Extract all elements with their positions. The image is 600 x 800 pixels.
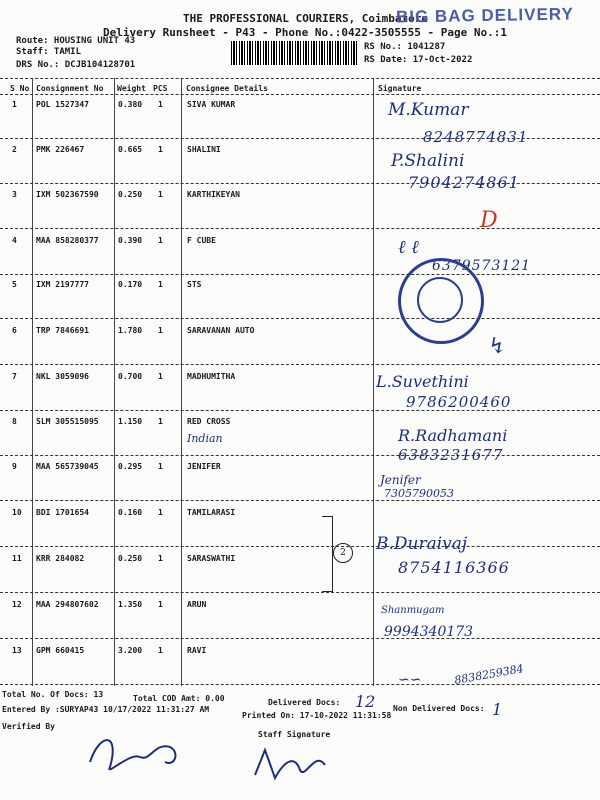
row-consignment-no: SLM 305515095	[36, 417, 99, 426]
staff-label: Staff: TAMIL	[16, 47, 82, 57]
row-sno: 11	[12, 554, 22, 563]
delivered-docs-label: Delivered Docs:	[268, 698, 341, 707]
total-cod: Total COD Amt: 0.00	[133, 694, 225, 703]
row-weight: 1.780	[118, 326, 143, 335]
circled-mark: 2	[333, 543, 353, 563]
row-weight: 0.295	[118, 462, 143, 471]
row-weight: 0.700	[118, 372, 143, 381]
staff-signature	[250, 740, 340, 790]
row-consignment-no: MAA 858280377	[36, 236, 99, 245]
rs-number: RS No.: 1041287	[364, 42, 446, 52]
row-separator	[0, 638, 600, 639]
row-separator	[0, 318, 600, 319]
row-sno: 13	[12, 646, 22, 655]
row-weight: 0.160	[118, 508, 143, 517]
row-sno: 4	[12, 236, 17, 245]
phone-row9: 7305790053	[384, 487, 454, 500]
drs-number: DRS No.: DCJB104128701	[16, 60, 136, 70]
row-consignee: MADHUMITHA	[187, 372, 236, 381]
phone-row8: 6383231677	[398, 446, 504, 464]
runsheet-title: Delivery Runsheet - P43 - Phone No.:0422-3505555 - Page No.:1	[103, 26, 507, 39]
phone-row7: 9786200460	[406, 393, 512, 411]
row-consignee: STS	[187, 280, 202, 289]
company-title: THE PROFESSIONAL COURIERS, Coimbatore	[183, 12, 429, 25]
col-divider	[181, 78, 182, 686]
row-weight: 3.200	[118, 646, 143, 655]
col-header-weight: Weight	[117, 84, 146, 93]
row-consignee: RAVI	[187, 646, 207, 655]
col-header-consignee: Consignee Details	[186, 84, 268, 93]
row-sno: 3	[12, 190, 17, 199]
row-weight: 0.250	[118, 554, 143, 563]
phone-row4: 6379573121	[432, 258, 532, 274]
signature-row4: ℓ ℓ	[398, 237, 419, 258]
row-separator	[0, 500, 600, 501]
row-separator	[0, 546, 600, 547]
row-sno: 8	[12, 417, 17, 426]
row-sno: 12	[12, 600, 22, 609]
row-consignee: JENIFER	[187, 462, 221, 471]
row-weight: 1.150	[118, 417, 143, 426]
verifier-signature	[80, 722, 200, 782]
col-header-signature: Signature	[378, 84, 422, 93]
verified-by-label: Verified By	[2, 722, 55, 731]
row-separator	[0, 364, 600, 365]
col-divider	[373, 78, 374, 686]
company-seal	[398, 258, 484, 344]
signature-row12: Shanmugam	[381, 605, 445, 616]
row-sno: 2	[12, 145, 17, 154]
row-weight: 0.250	[118, 190, 143, 199]
row-separator	[0, 592, 600, 593]
header-top-rule	[0, 78, 600, 79]
row-consignment-no: TRP 7846691	[36, 326, 89, 335]
barcode	[231, 41, 357, 65]
signature-row11: B.Duraivaj	[376, 534, 468, 554]
row-weight: 0.390	[118, 236, 143, 245]
big-bag-stamp: BIG BAG DELIVERY	[395, 4, 574, 27]
row-pcs: 1	[158, 326, 163, 335]
row-consignee: SARASWATHI	[187, 554, 236, 563]
row-consignee: KARTHIKEYAN	[187, 190, 240, 199]
non-delivered-docs-count: 1	[492, 700, 503, 719]
row-sno: 6	[12, 326, 17, 335]
row-consignee: SIVA KUMAR	[187, 100, 236, 109]
bracket-mark	[322, 516, 333, 592]
signature-row7: L.Suvethini	[376, 372, 469, 391]
col-header-sno: S No	[10, 84, 30, 93]
signature-row8: R.Radhamani	[398, 426, 508, 445]
row-pcs: 1	[158, 280, 163, 289]
row-sno: 9	[12, 462, 17, 471]
rs-date: RS Date: 17-Oct-2022	[364, 55, 473, 65]
signature-row9: Jenifer	[380, 473, 421, 487]
signature-row1: M.Kumar	[388, 100, 469, 120]
route-label: Route: HOUSING UNIT 43	[16, 36, 136, 46]
total-docs: Total No. Of Docs: 13	[2, 690, 104, 699]
row-consignment-no: BDI 1701654	[36, 508, 89, 517]
phone-row12: 9994340173	[384, 624, 474, 640]
signature-row2: P.Shalini	[391, 151, 465, 171]
entered-by: Entered By :SURYAP43 10/17/2022 11:31:27 AM	[2, 705, 210, 714]
row-consignee: RED CROSS	[187, 417, 231, 426]
row-weight: 0.665	[118, 145, 143, 154]
row-consignee: SARAVANAN AUTO	[187, 326, 255, 335]
delivered-docs-count: 12	[355, 692, 376, 711]
row-weight: 0.170	[118, 280, 143, 289]
row-pcs: 1	[158, 145, 163, 154]
row-consignment-no: MAA 565739045	[36, 462, 99, 471]
red-pen-mark: D	[480, 208, 498, 233]
row-consignee: F CUBE	[187, 236, 216, 245]
row-separator	[0, 274, 600, 275]
printed-on: Printed On: 17-10-2022 11:31:58	[242, 711, 392, 720]
row-consignment-no: IXM 2197777	[36, 280, 89, 289]
row-separator	[0, 684, 600, 685]
row-separator	[0, 228, 600, 229]
row-sno: 5	[12, 280, 17, 289]
row8-note: Indian	[187, 432, 223, 445]
row-sno: 1	[12, 100, 17, 109]
non-delivered-docs-label: Non Delivered Docs:	[393, 704, 485, 713]
row-pcs: 1	[158, 646, 163, 655]
col-divider	[32, 78, 33, 686]
row-sno: 7	[12, 372, 17, 381]
phone-row2: 7904274861	[408, 173, 520, 192]
row-weight: 0.380	[118, 100, 143, 109]
row-pcs: 1	[158, 100, 163, 109]
row-consignee: TAMILARASI	[187, 508, 236, 517]
phone-row11: 8754116366	[398, 558, 510, 577]
phone-row13: 8838259384	[453, 662, 525, 687]
signature-row13: ∽∽	[398, 672, 422, 688]
row-consignment-no: KRR 284082	[36, 554, 85, 563]
row-consignment-no: IXM 502367590	[36, 190, 99, 199]
col-divider	[114, 78, 115, 686]
row-sno: 10	[12, 508, 22, 517]
staff-signature-label: Staff Signature	[258, 730, 331, 739]
row-consignment-no: NKL 3059096	[36, 372, 89, 381]
row-pcs: 1	[158, 462, 163, 471]
row-pcs: 1	[158, 508, 163, 517]
row-pcs: 1	[158, 190, 163, 199]
row-consignee: SHALINI	[187, 145, 221, 154]
row-consignment-no: GPM 660415	[36, 646, 85, 655]
row-consignment-no: PMK 226467	[36, 145, 85, 154]
col-header-pcs: PCS	[153, 84, 168, 93]
row-pcs: 1	[158, 372, 163, 381]
row-pcs: 1	[158, 554, 163, 563]
phone-row1: 8248774831	[423, 128, 529, 146]
row6-signature-mark: ↯	[488, 334, 507, 359]
row-pcs: 1	[158, 236, 163, 245]
row-consignment-no: POL 1527347	[36, 100, 89, 109]
row-consignment-no: MAA 294807602	[36, 600, 99, 609]
row-separator	[0, 455, 600, 456]
header-bottom-rule	[0, 94, 600, 95]
row-consignee: ARUN	[187, 600, 207, 609]
row-weight: 1.350	[118, 600, 143, 609]
row-pcs: 1	[158, 417, 163, 426]
row-pcs: 1	[158, 600, 163, 609]
col-header-consignment: Consignment No	[36, 84, 104, 93]
